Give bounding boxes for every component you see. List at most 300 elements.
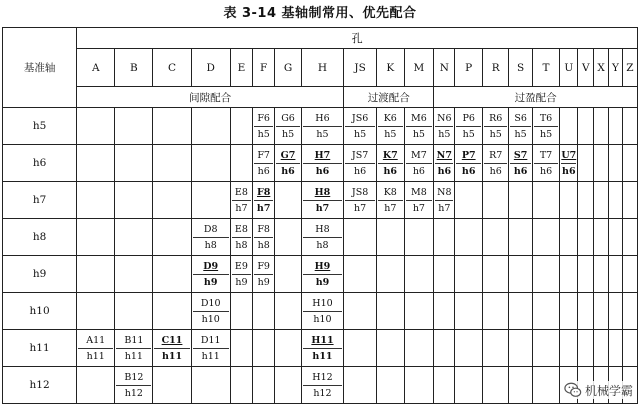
hole-letter-c: C bbox=[153, 49, 191, 87]
hole-tolerance: N8 bbox=[435, 185, 453, 201]
fit-cell bbox=[153, 293, 191, 330]
fit-cell bbox=[301, 256, 343, 293]
fit-cell bbox=[230, 293, 252, 330]
fit-cell bbox=[578, 108, 594, 145]
shaft-tolerance: h10 bbox=[313, 313, 332, 325]
fit-cell bbox=[191, 219, 230, 256]
fit-cell bbox=[578, 182, 594, 219]
fit-cell bbox=[594, 182, 609, 219]
hole-tolerance: D9 bbox=[193, 259, 229, 275]
hole-tolerance: D8 bbox=[193, 222, 229, 238]
fit-cell bbox=[622, 108, 637, 145]
fit-cell bbox=[609, 219, 623, 256]
fit-cell bbox=[509, 367, 532, 404]
fit-cell bbox=[532, 182, 560, 219]
fit-cell bbox=[404, 367, 434, 404]
hole-tolerance: U7 bbox=[561, 148, 576, 164]
fit-cell bbox=[482, 219, 508, 256]
fit-cell bbox=[77, 367, 115, 404]
shaft-tolerance: h11 bbox=[201, 350, 220, 362]
fit-cell bbox=[509, 219, 532, 256]
fit-cell bbox=[455, 293, 483, 330]
hole-tolerance: H9 bbox=[303, 259, 342, 275]
shaft-tolerance: h5 bbox=[514, 128, 527, 140]
fit-cell bbox=[115, 367, 153, 404]
shaft-row-label: h8 bbox=[3, 219, 77, 256]
fit-cell bbox=[115, 256, 153, 293]
hole-tolerance: M8 bbox=[406, 185, 433, 201]
fit-cell bbox=[191, 293, 230, 330]
fit-cell bbox=[153, 367, 191, 404]
table-row bbox=[3, 293, 638, 330]
shaft-tolerance: h12 bbox=[124, 387, 143, 399]
fit-cell bbox=[434, 293, 455, 330]
fit-cell bbox=[115, 108, 153, 145]
hole-tolerance: S6 bbox=[510, 111, 530, 127]
fit-cell bbox=[77, 293, 115, 330]
shaft-tolerance: h8 bbox=[235, 239, 248, 251]
fit-cell bbox=[275, 367, 301, 404]
fit-cell bbox=[434, 256, 455, 293]
hole-tolerance: JS8 bbox=[345, 185, 375, 201]
shaft-tolerance: h6 bbox=[489, 165, 502, 177]
fit-cell bbox=[560, 330, 578, 367]
fit-cell bbox=[509, 330, 532, 367]
fit-cell bbox=[455, 367, 483, 404]
table-row bbox=[3, 330, 638, 367]
fit-cell bbox=[578, 330, 594, 367]
fit-group-header: 过渡配合 bbox=[344, 87, 434, 108]
hole-letter-y: Y bbox=[609, 49, 623, 87]
fit-cell bbox=[344, 367, 377, 404]
fit-cell bbox=[532, 330, 560, 367]
fit-cell bbox=[404, 330, 434, 367]
fit-cell bbox=[560, 182, 578, 219]
hole-tolerance: N6 bbox=[435, 111, 453, 127]
shaft-row-label: h5 bbox=[3, 108, 77, 145]
shaft-tolerance: h9 bbox=[235, 276, 248, 288]
fit-cell bbox=[482, 145, 508, 182]
fit-cell bbox=[275, 293, 301, 330]
hole-tolerance: H12 bbox=[303, 370, 342, 386]
fit-cell bbox=[455, 256, 483, 293]
shaft-tolerance: h6 bbox=[539, 165, 553, 177]
shaft-tolerance: h11 bbox=[161, 350, 183, 362]
fit-cell bbox=[301, 145, 343, 182]
hole-tolerance: H8 bbox=[303, 222, 342, 238]
fit-cell bbox=[434, 145, 455, 182]
fit-cell bbox=[509, 293, 532, 330]
hole-tolerance: D10 bbox=[193, 296, 229, 312]
shaft-tolerance: h6 bbox=[354, 165, 367, 177]
fit-cell bbox=[301, 108, 343, 145]
shaft-tolerance: h6 bbox=[412, 165, 425, 177]
fit-cell bbox=[532, 367, 560, 404]
fit-cell bbox=[404, 219, 434, 256]
fit-cell bbox=[344, 330, 377, 367]
fit-cell bbox=[377, 256, 405, 293]
fit-cell bbox=[275, 182, 301, 219]
fit-cell bbox=[191, 182, 230, 219]
table-row bbox=[3, 219, 638, 256]
shaft-row-label: h7 bbox=[3, 182, 77, 219]
fit-cell bbox=[455, 108, 483, 145]
shaft-tolerance: h6 bbox=[281, 165, 295, 177]
fit-cell bbox=[77, 145, 115, 182]
hole-tolerance: G7 bbox=[276, 148, 299, 164]
fit-cell bbox=[77, 219, 115, 256]
fit-cell bbox=[482, 256, 508, 293]
shaft-tolerance: h7 bbox=[235, 202, 248, 214]
fit-cell bbox=[532, 256, 560, 293]
fit-cell bbox=[344, 293, 377, 330]
fit-cell bbox=[275, 145, 301, 182]
fit-cell bbox=[115, 219, 153, 256]
fit-cell bbox=[404, 182, 434, 219]
fit-cell bbox=[434, 367, 455, 404]
hole-letter-a: A bbox=[77, 49, 115, 87]
shaft-row-label: h12 bbox=[3, 367, 77, 404]
fit-cell bbox=[509, 182, 532, 219]
hole-tolerance: B11 bbox=[116, 333, 151, 349]
hole-tolerance: K7 bbox=[378, 148, 403, 164]
fit-cell bbox=[153, 219, 191, 256]
fit-cell bbox=[578, 145, 594, 182]
hole-letter-e: E bbox=[230, 49, 252, 87]
fit-group-header: 间隙配合 bbox=[77, 87, 344, 108]
fit-cell bbox=[115, 182, 153, 219]
shaft-tolerance: h5 bbox=[489, 128, 502, 140]
fit-cell bbox=[404, 256, 434, 293]
fit-cell bbox=[275, 330, 301, 367]
shaft-tolerance: h5 bbox=[462, 128, 475, 140]
hole-letter-v: V bbox=[578, 49, 594, 87]
fit-cell bbox=[404, 145, 434, 182]
fit-cell bbox=[622, 256, 637, 293]
fit-cell bbox=[482, 367, 508, 404]
fit-cell bbox=[622, 293, 637, 330]
fit-cell bbox=[377, 330, 405, 367]
hole-letter-n: N bbox=[434, 49, 455, 87]
fit-cell bbox=[622, 145, 637, 182]
shaft-tolerance: h6 bbox=[257, 165, 270, 177]
fit-cell bbox=[191, 330, 230, 367]
fit-cell bbox=[455, 219, 483, 256]
fit-cell bbox=[377, 145, 405, 182]
shaft-tolerance: h7 bbox=[412, 202, 425, 214]
fit-cell bbox=[404, 108, 434, 145]
hole-tolerance: S7 bbox=[510, 148, 530, 164]
hole-letter-m: M bbox=[404, 49, 434, 87]
fit-cell bbox=[253, 330, 275, 367]
fit-cell bbox=[344, 256, 377, 293]
fit-cell bbox=[377, 182, 405, 219]
hole-tolerance: P7 bbox=[456, 148, 481, 164]
table-row bbox=[3, 182, 638, 219]
hole-tolerance: F6 bbox=[254, 111, 273, 127]
shaft-tolerance: h5 bbox=[354, 128, 367, 140]
fit-cell bbox=[191, 145, 230, 182]
shaft-tolerance: h8 bbox=[204, 239, 217, 251]
fit-cell bbox=[482, 293, 508, 330]
hole-tolerance: E8 bbox=[232, 222, 251, 238]
fit-cell bbox=[594, 256, 609, 293]
fit-cell bbox=[191, 367, 230, 404]
shaft-tolerance: h12 bbox=[313, 387, 332, 399]
fit-table bbox=[2, 27, 638, 404]
shaft-tolerance: h6 bbox=[562, 165, 576, 177]
hole-tolerance: G6 bbox=[276, 111, 299, 127]
fit-cell bbox=[191, 256, 230, 293]
fit-cell bbox=[230, 182, 252, 219]
hole-tolerance: N7 bbox=[435, 148, 453, 164]
fit-group-header: 过盈配合 bbox=[434, 87, 638, 108]
fit-cell bbox=[301, 367, 343, 404]
shaft-tolerance: h9 bbox=[257, 276, 270, 288]
table-row bbox=[3, 367, 638, 404]
shaft-tolerance: h8 bbox=[257, 239, 270, 251]
fit-cell bbox=[253, 108, 275, 145]
shaft-tolerance: h5 bbox=[412, 128, 425, 140]
fit-cell bbox=[230, 219, 252, 256]
hole-letter-js: JS bbox=[344, 49, 377, 87]
hole-tolerance: H10 bbox=[303, 296, 342, 312]
fit-cell bbox=[115, 145, 153, 182]
fit-cell bbox=[301, 330, 343, 367]
fit-cell bbox=[560, 219, 578, 256]
shaft-tolerance: h10 bbox=[201, 313, 220, 325]
fit-cell bbox=[253, 256, 275, 293]
shaft-tolerance: h5 bbox=[281, 128, 295, 140]
shaft-tolerance: h6 bbox=[315, 165, 330, 177]
shaft-row-label: h9 bbox=[3, 256, 77, 293]
hole-letter-z: Z bbox=[622, 49, 637, 87]
fit-cell bbox=[560, 108, 578, 145]
fit-cell bbox=[77, 108, 115, 145]
fit-cell bbox=[230, 108, 252, 145]
fit-cell bbox=[434, 330, 455, 367]
fit-cell bbox=[115, 293, 153, 330]
hole-tolerance: P6 bbox=[456, 111, 481, 127]
hole-tolerance: JS6 bbox=[345, 111, 375, 127]
fit-cell bbox=[77, 256, 115, 293]
fit-cell bbox=[115, 330, 153, 367]
fit-cell bbox=[594, 219, 609, 256]
hole-letter-t: T bbox=[532, 49, 560, 87]
shaft-tolerance: h5 bbox=[539, 128, 553, 140]
fit-cell bbox=[275, 108, 301, 145]
fit-cell bbox=[253, 293, 275, 330]
hole-letter-b: B bbox=[115, 49, 153, 87]
fit-cell bbox=[253, 145, 275, 182]
fit-cell bbox=[253, 367, 275, 404]
shaft-tolerance: h11 bbox=[124, 350, 143, 362]
hole-tolerance: K6 bbox=[378, 111, 403, 127]
shaft-tolerance: h5 bbox=[438, 128, 451, 140]
shaft-tolerance: h6 bbox=[461, 165, 476, 177]
hole-tolerance: C11 bbox=[154, 333, 189, 349]
fit-cell bbox=[594, 293, 609, 330]
fit-cell bbox=[482, 330, 508, 367]
hole-tolerance: H6 bbox=[303, 111, 342, 127]
shaft-tolerance: h11 bbox=[86, 350, 105, 362]
hole-letter-s: S bbox=[509, 49, 532, 87]
basis-shaft-header: 基准轴 bbox=[3, 28, 77, 108]
fit-cell bbox=[560, 293, 578, 330]
fit-cell bbox=[153, 145, 191, 182]
fit-cell bbox=[153, 182, 191, 219]
fit-cell bbox=[153, 330, 191, 367]
table-title: 表 3-14 基轴制常用、优先配合 bbox=[223, 6, 417, 21]
shaft-tolerance: h6 bbox=[383, 165, 398, 177]
shaft-tolerance: h11 bbox=[312, 350, 333, 362]
fit-cell bbox=[532, 293, 560, 330]
fit-cell bbox=[377, 367, 405, 404]
hole-tolerance: E9 bbox=[232, 259, 251, 275]
fit-cell bbox=[301, 293, 343, 330]
hole-header: 孔 bbox=[77, 28, 638, 49]
fit-cell bbox=[455, 145, 483, 182]
shaft-row-label: h11 bbox=[3, 330, 77, 367]
fit-cell bbox=[344, 182, 377, 219]
shaft-tolerance: h5 bbox=[257, 128, 270, 140]
fit-cell bbox=[609, 145, 623, 182]
fit-cell bbox=[532, 108, 560, 145]
shaft-tolerance: h5 bbox=[316, 128, 329, 140]
fit-cell bbox=[275, 219, 301, 256]
fit-cell bbox=[609, 293, 623, 330]
table-row bbox=[3, 256, 638, 293]
fit-cell bbox=[532, 145, 560, 182]
hole-tolerance: H11 bbox=[303, 333, 342, 349]
fit-cell bbox=[609, 108, 623, 145]
shaft-tolerance: h7 bbox=[354, 202, 367, 214]
hole-tolerance: A11 bbox=[78, 333, 113, 349]
shaft-tolerance: h7 bbox=[256, 202, 271, 214]
hole-tolerance: E8 bbox=[232, 185, 251, 201]
shaft-tolerance: h5 bbox=[384, 128, 397, 140]
hole-letter-k: K bbox=[377, 49, 405, 87]
shaft-tolerance: h9 bbox=[203, 276, 218, 288]
fit-cell bbox=[404, 293, 434, 330]
hole-tolerance: R6 bbox=[484, 111, 507, 127]
hole-tolerance: K8 bbox=[378, 185, 403, 201]
fit-cell bbox=[609, 330, 623, 367]
shaft-tolerance: h7 bbox=[315, 202, 330, 214]
fit-cell bbox=[230, 330, 252, 367]
fit-cell bbox=[253, 182, 275, 219]
fit-cell bbox=[482, 182, 508, 219]
fit-cell bbox=[301, 219, 343, 256]
fit-cell bbox=[377, 293, 405, 330]
fit-cell bbox=[344, 108, 377, 145]
hole-letter-u: U bbox=[560, 49, 578, 87]
fit-cell bbox=[153, 256, 191, 293]
fit-cell bbox=[578, 293, 594, 330]
fit-cell bbox=[434, 182, 455, 219]
fit-cell bbox=[377, 108, 405, 145]
hole-letter-d: D bbox=[191, 49, 230, 87]
fit-cell bbox=[578, 256, 594, 293]
hole-tolerance: F8 bbox=[254, 222, 273, 238]
fit-cell bbox=[609, 256, 623, 293]
watermark-text: 机械学霸 bbox=[584, 383, 633, 398]
fit-cell bbox=[560, 145, 578, 182]
shaft-tolerance: h6 bbox=[437, 165, 452, 177]
hole-letter-p: P bbox=[455, 49, 483, 87]
fit-cell bbox=[509, 256, 532, 293]
fit-cell bbox=[509, 145, 532, 182]
fit-cell bbox=[594, 330, 609, 367]
fit-cell bbox=[230, 256, 252, 293]
fit-cell bbox=[77, 330, 115, 367]
shaft-row-label: h10 bbox=[3, 293, 77, 330]
shaft-tolerance: h9 bbox=[315, 276, 330, 288]
fit-cell bbox=[455, 182, 483, 219]
shaft-tolerance: h7 bbox=[438, 202, 451, 214]
hole-tolerance: M6 bbox=[406, 111, 433, 127]
hole-letter-f: F bbox=[253, 49, 275, 87]
watermark bbox=[562, 381, 635, 399]
shaft-tolerance: h6 bbox=[513, 165, 528, 177]
fit-cell bbox=[230, 145, 252, 182]
hole-tolerance: B12 bbox=[116, 370, 151, 386]
fit-cell bbox=[434, 219, 455, 256]
fit-cell bbox=[482, 108, 508, 145]
fit-cell bbox=[434, 108, 455, 145]
fit-cell bbox=[275, 256, 301, 293]
hole-tolerance: H7 bbox=[303, 148, 342, 164]
fit-cell bbox=[191, 108, 230, 145]
fit-cell bbox=[622, 182, 637, 219]
fit-cell bbox=[153, 108, 191, 145]
fit-cell bbox=[532, 219, 560, 256]
fit-cell bbox=[301, 182, 343, 219]
fit-cell bbox=[622, 219, 637, 256]
fit-cell bbox=[594, 145, 609, 182]
hole-tolerance: F9 bbox=[254, 259, 273, 275]
hole-tolerance: H8 bbox=[303, 185, 342, 201]
fit-cell bbox=[594, 108, 609, 145]
fit-cell bbox=[509, 108, 532, 145]
shaft-tolerance: h7 bbox=[384, 202, 397, 214]
table-row bbox=[3, 145, 638, 182]
hole-letter-g: G bbox=[275, 49, 301, 87]
fit-cell bbox=[344, 145, 377, 182]
fit-cell bbox=[622, 330, 637, 367]
fit-cell bbox=[77, 182, 115, 219]
fit-cell bbox=[455, 330, 483, 367]
fit-cell bbox=[578, 219, 594, 256]
fit-cell bbox=[377, 219, 405, 256]
wechat-icon bbox=[564, 381, 582, 399]
hole-tolerance: T6 bbox=[534, 111, 559, 127]
hole-tolerance: F7 bbox=[254, 148, 273, 164]
hole-letter-r: R bbox=[482, 49, 508, 87]
hole-tolerance: T7 bbox=[534, 148, 559, 164]
hole-tolerance: JS7 bbox=[345, 148, 375, 164]
fit-cell bbox=[344, 219, 377, 256]
shaft-tolerance: h8 bbox=[316, 239, 329, 251]
shaft-row-label: h6 bbox=[3, 145, 77, 182]
hole-letter-h: H bbox=[301, 49, 343, 87]
fit-cell bbox=[253, 219, 275, 256]
hole-tolerance: R7 bbox=[484, 148, 507, 164]
fit-cell bbox=[560, 256, 578, 293]
hole-tolerance: D11 bbox=[193, 333, 229, 349]
fit-cell bbox=[230, 367, 252, 404]
hole-tolerance: F8 bbox=[254, 185, 273, 201]
